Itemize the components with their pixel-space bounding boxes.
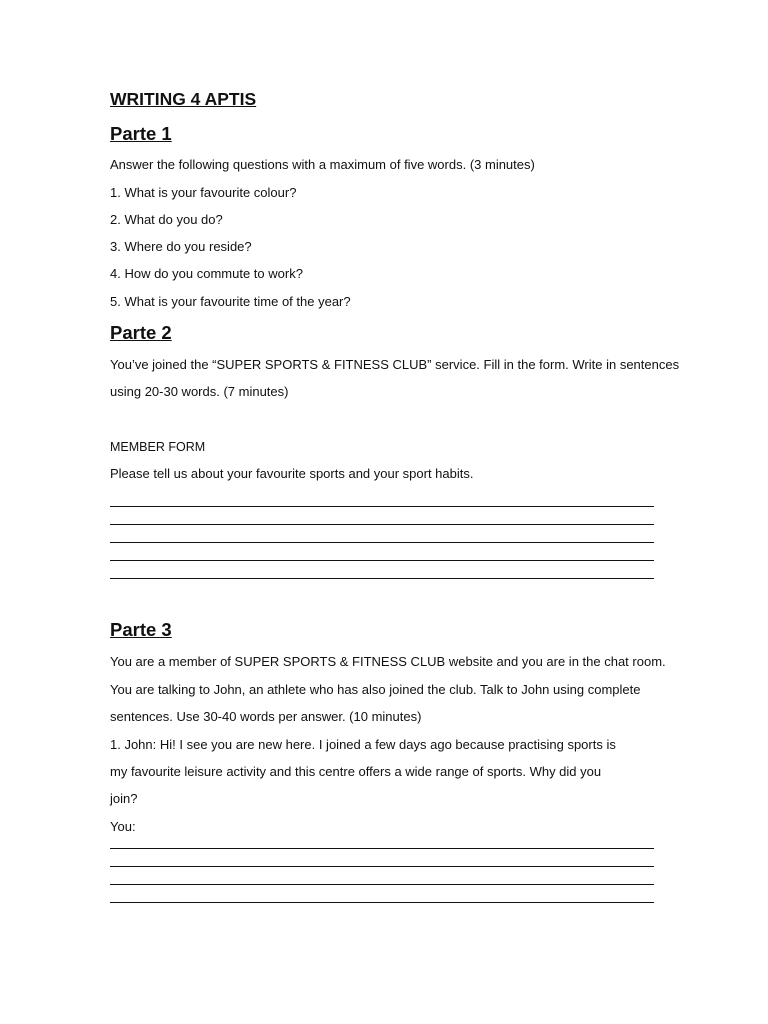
part1-question: 3. Where do you reside? xyxy=(110,239,252,254)
answer-label: You: xyxy=(110,819,136,834)
part1-heading: Parte 1 xyxy=(110,123,172,144)
answer-line[interactable] xyxy=(110,866,654,867)
answer-line[interactable] xyxy=(110,848,654,849)
part1-question: 1. What is your favourite colour? xyxy=(110,185,297,200)
part1-question: 5. What is your favourite time of the year? xyxy=(110,294,351,309)
answer-line[interactable] xyxy=(110,884,654,885)
part1-question: 2. What do you do? xyxy=(110,212,223,227)
part1-instruction: Answer the following questions with a maximum of five words. (3 minutes) xyxy=(110,157,535,172)
part1-question: 4. How do you commute to work? xyxy=(110,266,303,281)
part3-question-line: my favourite leisure activity and this centre offers a wide range of sports. Why did you xyxy=(110,764,602,779)
part2-instruction-line: using 20-30 words. (7 minutes) xyxy=(110,384,289,399)
part2-instruction-line: You’ve joined the “SUPER SPORTS & FITNESS CLUB” service. Fill in the form. Write in sentences xyxy=(110,357,680,372)
part3-heading: Parte 3 xyxy=(110,619,172,640)
part3-instruction-line: You are talking to John, an athlete who has also joined the club. Talk to John using complete xyxy=(110,682,641,697)
answer-line[interactable] xyxy=(110,578,654,579)
part3-instruction-line: sentences. Use 30-40 words per answer. (10 minutes) xyxy=(110,709,422,724)
part3-question-line: 1. John: Hi! I see you are new here. I joined a few days ago because practising sports is xyxy=(110,737,616,752)
answer-line[interactable] xyxy=(110,506,654,507)
answer-line[interactable] xyxy=(110,524,654,525)
document-title: WRITING 4 APTIS xyxy=(110,89,257,109)
answer-line[interactable] xyxy=(110,560,654,561)
part3-instruction-line: You are a member of SUPER SPORTS & FITNESS CLUB website and you are in the chat room. xyxy=(110,654,666,669)
part3-question-line: join? xyxy=(110,791,138,806)
member-form-prompt: Please tell us about your favourite sports and your sport habits. xyxy=(110,466,474,481)
member-form-label: MEMBER FORM xyxy=(110,440,206,454)
answer-line[interactable] xyxy=(110,902,654,903)
answer-line[interactable] xyxy=(110,542,654,543)
part2-heading: Parte 2 xyxy=(110,322,172,343)
